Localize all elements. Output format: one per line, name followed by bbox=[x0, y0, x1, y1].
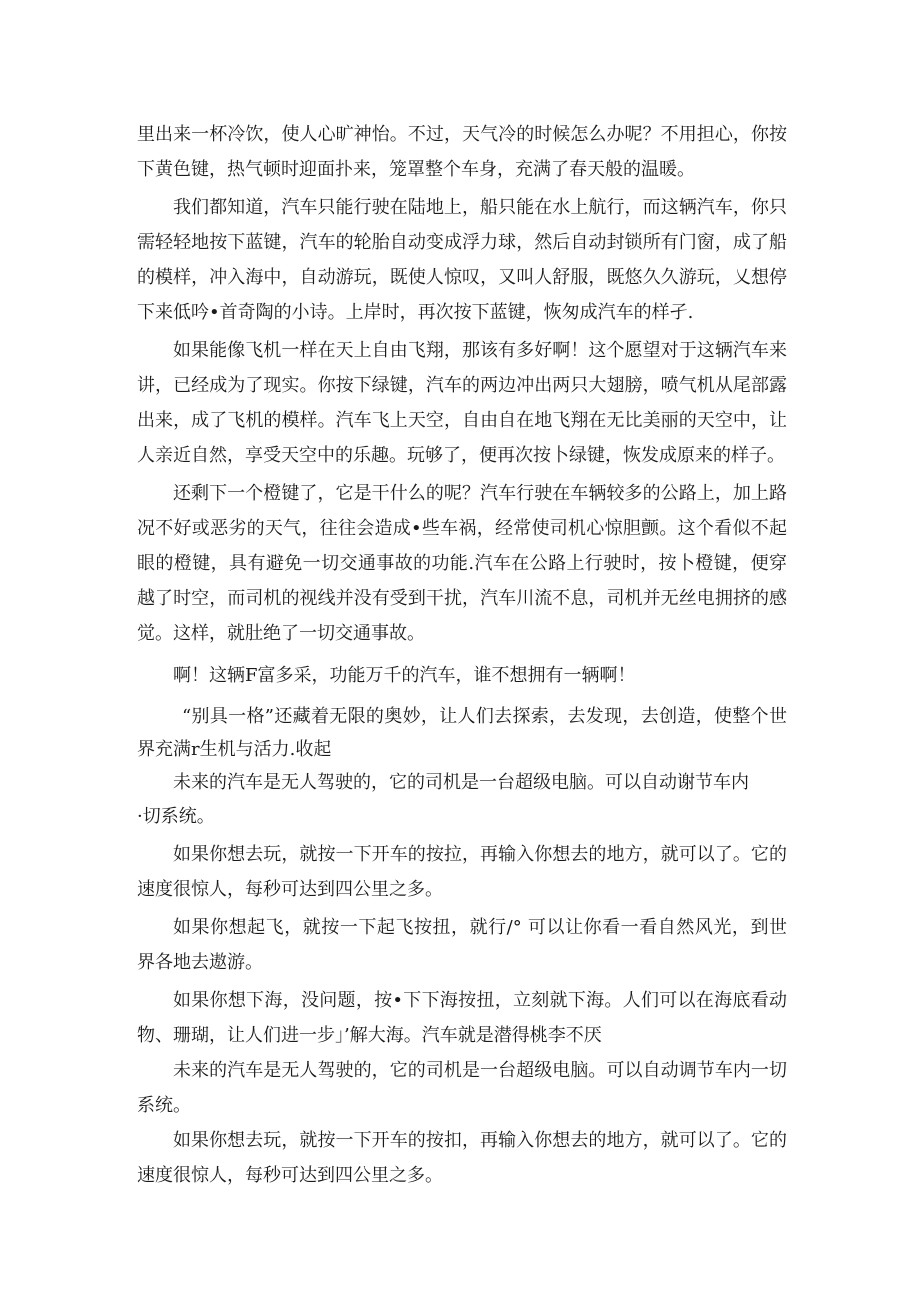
document-body bbox=[137, 117, 787, 1193]
paragraph: 如果你想去玩，就按一下开车的按拉，再输入你想去的地方，就可以了。它的速度很惊人，每秒可达到四公里之多。 bbox=[137, 844, 787, 900]
paragraph: 还剩下一个橙键了，它是干什么的呢？汽车行驶在车辆较多的公路上，加上路况不好或恶劣的天气，往往会造成•些车祸，经常使司机心惊胆颤。这个看似不起眼的橙键，具有避免一切交通事故的功能.汽车在公路上行驶时，按卜橙键，便穿越了时空，而司机的视线并没有受到干扰，汽车川流不息，司机并无丝电拥挤的感觉。这样，就肚绝了一切交通事故。 bbox=[137, 483, 787, 644]
paragraph: 如果你想去玩，就按一下开车的按扣，再输入你想去的地方，就可以了。它的速度很惊人，每秒可达到四公里之多。 bbox=[137, 1130, 787, 1186]
paragraph: 里出来一杯冷饮，使人心旷神怡。不过，天气冷的时候怎么办呢？不用担心，你按下黄色键，热气顿时迎面扑来，笼罩整个车身，充满了春天般的温暖。 bbox=[137, 124, 787, 180]
paragraph: 如果能像飞机一样在天上自由飞翔，那该有多好啊！这个愿望对于这辆汽车来讲，已经成为了现实。你按下绿键，汽车的两边冲出两只大翅膀，喷气机从尾部露出来，成了飞机的模样。汽车飞上天空，自由自在地飞翔在无比美丽的天空中，让人亲近自然，享受天空中的乐趣。玩够了，便再次按卜绿键，恢发成原来的样子。 bbox=[137, 340, 787, 466]
paragraph: 啊！这辆F富多采，功能万千的汽车，谁不想拥有一辆啊！ bbox=[173, 665, 636, 686]
paragraph: 我们都知道，汽车只能行驶在陆地上，船只能在水上航行，而这辆汽车，你只需轻轻地按下蓝键，汽车的轮胎自动变成浮力球，然后自动封锁所有门窗，成了船的模样，冲入海中，自动游玩，既使人惊叹，又叫人舒服，既悠久久游玩，乂想停下来低吟•首奇陶的小诗。上岸时，再次按下蓝键，恢匆成汽车的样孑. bbox=[137, 197, 787, 323]
paragraph: 未来的汽车是无人驾驶的，它的司机是一台超级电脑。可以自动调节车内一切系统。 bbox=[137, 1060, 787, 1116]
paragraph: 如果你想起飞，就按一下起飞按扭，就行/° 可以让你看一看自然风光，到世界各地去遨游。 bbox=[137, 917, 787, 973]
paragraph: 未来的汽车是无人驾驶的，它的司机是一台超级电脑。可以自动谢节车内 bbox=[173, 772, 749, 793]
paragraph: “别具一格”还藏着无限的奥妙，让人们去探索，去发现，去创造，使整个世界充满r生机与活力.收起 bbox=[137, 706, 787, 760]
paragraph: 如果你想下海，没问题，按•下下海按扭，立刻就下海。人们可以在海底看动物、珊瑚，让人们进一步」’解大海。汽车就是潜得桃李不厌 bbox=[137, 990, 787, 1046]
paragraph: ·切系统。 bbox=[137, 806, 215, 827]
